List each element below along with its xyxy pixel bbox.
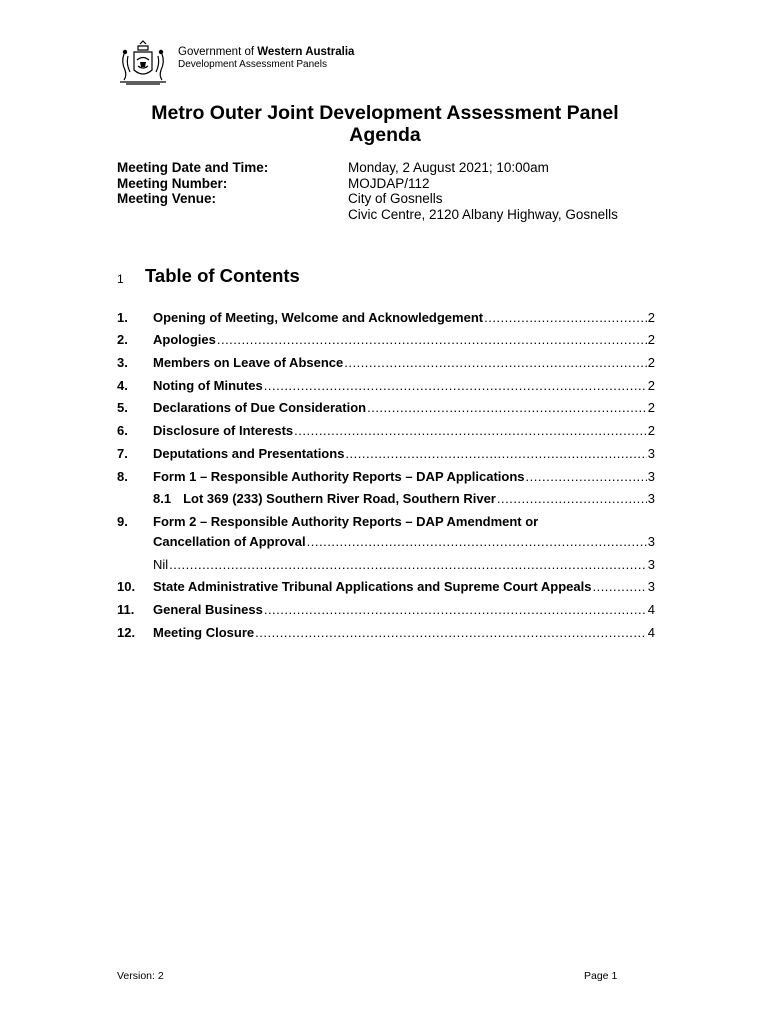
toc-item-page: 3 <box>647 491 655 507</box>
toc-item-number: 9. <box>117 513 128 529</box>
meeting-venue-label: Meeting Venue: <box>117 191 217 206</box>
gov-prefix: Government of <box>178 46 258 58</box>
toc-item-number: 5. <box>117 400 128 416</box>
toc-item-number: 11. <box>117 601 135 617</box>
toc-item-label: Members on Leave of Absence <box>153 355 344 371</box>
toc-item-continuation[interactable] <box>117 532 655 552</box>
toc-item-page: 2 <box>647 309 655 325</box>
toc-leader-dots <box>345 446 646 461</box>
document-title: Metro Outer Joint Development Assessment Panel <box>151 102 619 124</box>
wa-crest-logo <box>116 40 170 86</box>
meeting-venue-value: City of Gosnells <box>348 191 443 206</box>
toc-item[interactable] <box>117 509 655 532</box>
toc-item-page: 3 <box>647 533 655 549</box>
toc-item-number: 2. <box>117 332 128 348</box>
toc-leader-dots <box>169 557 647 572</box>
toc-item-page: 2 <box>647 400 655 416</box>
toc-subitem[interactable] <box>117 487 655 510</box>
toc-item-number: 8. <box>117 468 128 484</box>
toc-leader-dots <box>344 355 647 370</box>
toc-item-number: 12. <box>117 624 136 640</box>
toc-leader-dots <box>497 491 647 506</box>
toc-item[interactable] <box>117 350 655 373</box>
toc-leader-dots <box>294 423 647 438</box>
toc-item-page: 2 <box>647 423 655 439</box>
toc-item-page: 2 <box>647 332 655 348</box>
toc-item-page: 4 <box>647 601 655 617</box>
toc-item[interactable] <box>117 575 655 598</box>
meeting-venue-address: Civic Centre, 2120 Albany Highway, Gosnells <box>348 206 618 222</box>
toc-item[interactable] <box>117 597 655 620</box>
toc-leader-dots <box>217 332 647 347</box>
toc-leader-dots <box>526 469 647 484</box>
toc-subitem[interactable] <box>117 552 655 575</box>
toc-item[interactable] <box>117 418 655 441</box>
toc-item-label: State Administrative Tribunal Applications and Supreme Court Appeals <box>153 579 592 595</box>
toc-leader-dots <box>484 310 647 325</box>
meeting-date-value: Monday, 2 August 2021; 10:00am <box>348 160 549 175</box>
toc-item-label-cont: Cancellation of Approval <box>153 533 306 549</box>
gov-state: Western Australia <box>257 46 355 58</box>
toc-item[interactable] <box>117 396 655 419</box>
toc-item-label: Form 2 – Responsible Authority Reports – DAP Amendment or <box>153 513 539 529</box>
toc-item[interactable] <box>117 620 655 643</box>
toc-item[interactable] <box>117 441 655 464</box>
toc-leader-dots <box>367 400 647 415</box>
footer-page-number: Page 1 <box>584 970 618 982</box>
meeting-number-label: Meeting Number: <box>117 175 228 191</box>
toc-item-number: 7. <box>117 445 128 461</box>
document-subtitle: Agenda <box>349 124 421 146</box>
toc-item-label: Form 1 – Responsible Authority Reports – DAP Applications <box>153 468 525 484</box>
header-subtitle: Development Assessment Panels <box>178 59 327 70</box>
toc-item-page: 2 <box>647 377 655 393</box>
toc-heading-number: 1 <box>117 272 124 286</box>
toc-item[interactable] <box>117 464 655 487</box>
toc-item-number: 4. <box>117 377 128 393</box>
toc-item-page: 3 <box>647 468 655 484</box>
toc-item-label: Deputations and Presentations <box>153 445 345 461</box>
meeting-date-label: Meeting Date and Time: <box>117 160 269 175</box>
toc-heading-title: Table of Contents <box>145 265 300 286</box>
meeting-number-value: MOJDAP/112 <box>348 175 430 191</box>
toc-item-label: Noting of Minutes <box>153 377 263 393</box>
toc-item-page: 2 <box>647 355 655 371</box>
toc-leader-dots <box>264 378 647 393</box>
toc-item-number: 3. <box>117 355 128 371</box>
toc-item[interactable] <box>117 373 655 396</box>
toc-item-page: 3 <box>647 579 655 595</box>
toc-item-label: Disclosure of Interests <box>153 423 294 439</box>
toc-item-label: Declarations of Due Consideration <box>153 400 367 416</box>
toc-item-label: General Business <box>153 601 263 617</box>
toc-leader-dots <box>307 534 647 549</box>
toc-subitem-label: Nil <box>153 556 169 572</box>
toc-leader-dots <box>264 602 647 617</box>
toc-subitem-label: Lot 369 (233) Southern River Road, Southern River <box>183 491 496 507</box>
toc-item-label: Opening of Meeting, Welcome and Acknowledgement <box>153 309 484 325</box>
table-of-contents <box>117 305 655 643</box>
government-line <box>178 46 354 58</box>
toc-item-number: 6. <box>117 423 128 439</box>
toc-item-label: Meeting Closure <box>153 624 255 640</box>
footer-version: Version: 2 <box>117 970 164 982</box>
toc-item[interactable] <box>117 305 655 328</box>
toc-item-page: 4 <box>647 624 655 640</box>
toc-item-page: 3 <box>647 556 655 572</box>
toc-item[interactable] <box>117 328 655 351</box>
toc-subitem-number: 8.1 <box>153 491 172 507</box>
toc-leader-dots <box>592 579 646 594</box>
toc-item-label: Apologies <box>153 332 216 348</box>
toc-item-page: 3 <box>647 445 655 461</box>
toc-item-number: 10. <box>117 579 136 595</box>
toc-item-number: 1. <box>117 309 128 325</box>
toc-leader-dots <box>255 625 647 640</box>
